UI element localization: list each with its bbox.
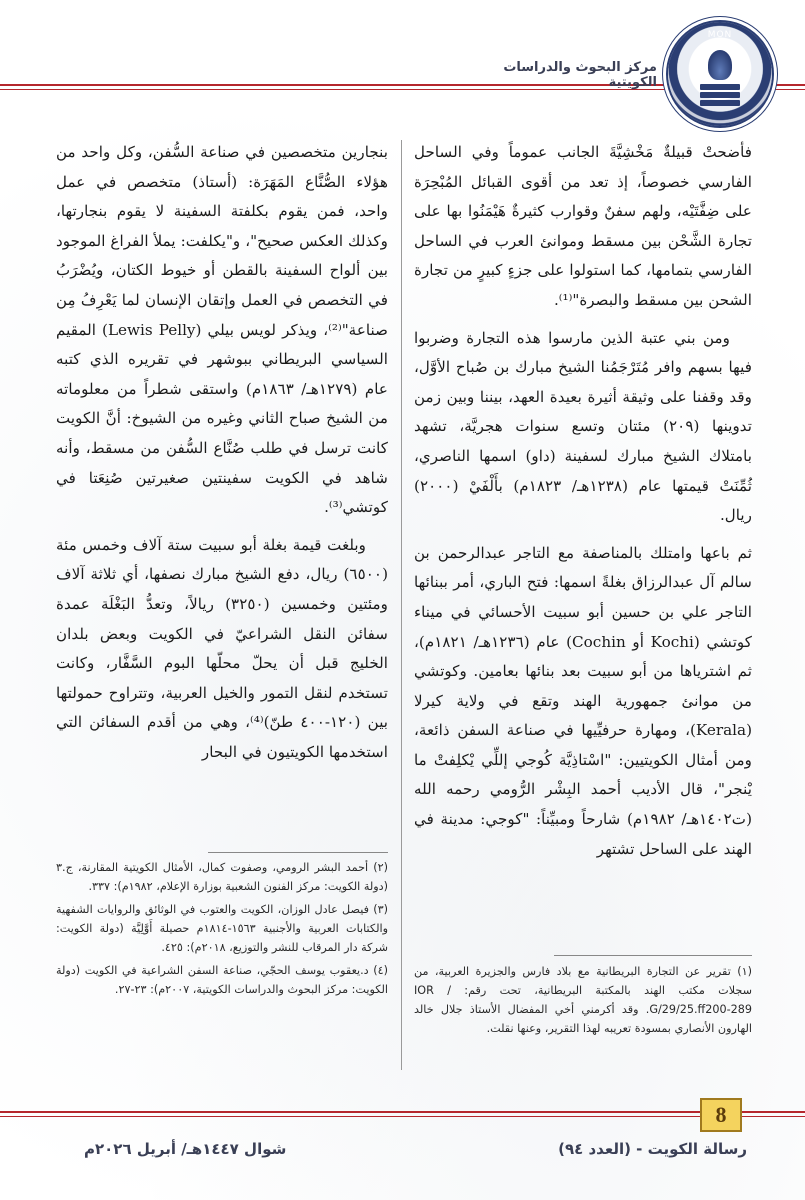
footnote-rule [208,852,388,853]
org-name: مركز البحوث والدراسات الكويتية [503,60,657,90]
column-divider [401,140,402,1070]
footer-rule [0,1111,805,1113]
footnote: (٣) فيصل عادل الوزان، الكويت والعتوب في الوثائق والروايات الشفهية والكتابات العربية والأجنبية ١٥٦٣-١٨١٤م حصيلة أَوَّلِيَّة (دولة الكويت: شركة دار المرقاب للنشر والتوزيع، ٢٠١٨م): ٤٢٥. [56,903,388,954]
paragraph: ثم باعها وامتلك بالمناصفة مع التاجر عبدالرحمن بن سالم آل عبدالرزاق بغلةً اسمها: فتح الباري، أمر ببنائها التاجر علي بن حسين أبو سبيت الأحسائي في ميناء كوتشي (Kochi أو Cochin) عام (١٢٣٦هـ/ ١٨٢١م)، ثم اشترياها من أبو سبيت بعد بنائها بعامين. وكوتشي من موانئ جمهورية الهند وتقع في ولاية كيرلا (Kerala)، ومهارة حرفيِّيها في صناعة السفن ذائعة، ومن أمثال الكويتيين: "اسْتاذِيَّة كُوجي إللِّي يْكلِفتْ ما يْنجر"، قال الأديب أحمد البِشْر الرُّومي رحمه الله (ت١٤٠٢هـ/ ١٩٨٢م) شارحاً ومبيِّناً: "كوجي: مدينة في الهند على الساحل تشتهر [414,543,753,858]
book-icon [700,84,740,90]
footer-rule-thin [0,1116,805,1117]
book-icon [700,92,740,98]
paragraph: بنجارين متخصصين في صناعة السُّفن، وكل واحد من هؤلاء الصُّنَّاع المَهَرَة: (أستاذ) متخصص في عمل واحد، فمن يقوم بكلفتة السفينة لا يقوم بنجارتها، وكذلك العكس صحيح"، و"يكلفت: يملأ الفراغ الموجود بين ألواح السفينة بالقطن أو خيوط الكتان، ويُضْرَبُ في التخصص في العمل وإتقان الإنسان لما يَعْرِفُ مِن صناعة"⁽²⁾، ويذكر لويس بيلي (Lewis Pelly) المقيم السياسي البريطاني ببوشهر في تقريره الذي كتبه عام (١٢٧٩هـ/ ١٨٦٣م) واستقى شطراً من معلوماته من الشيخ صباح الثاني وغيره من الشيوخ: أنَّ الكويت كانت ترسل في طلب صُنَّاع السُّفن من مسقط، وأنه شاهد في الكويت سفينتين صغيرتين صُنِعَتا في كوتشي⁽³⁾. [56,143,388,517]
paragraph: فأضحتْ قبيلةٌ مَخْشِيَّةَ الجانب عموماً وفي الساحل الفارسي خصوصاً، إذ تعد من أقوى القبائل المُبْحِرَة على ضِفَّتَيْه، ولهم سفنٌ وقوارب كثيرةٌ هَيْمَنُوا بها على تجارة الشَّحْن بين مسقط وموانئ العرب في الساحل الفارسي بتمامها، كما استولوا على جزءٍ كبيرٍ من تجارة الشحن بين مسقط والبصرة"⁽¹⁾. [414,143,752,309]
paragraph: وبلغت قيمة بغلة أبو سبيت ستة آلاف وخمس مئة (٦٥٠٠) ريال، دفع الشيخ مبارك نصفها، أي ثلاثة آلاف ومئتين وخمسين (٣٢٥٠) ريالاً، وتعدُّ البَغْلَة عمدة سفائن النقل الشراعيّ في الكويت وبعض بلدان الخليج قبل أن يحلّ محلّها البوم السَّفَّار، وكانت تستخدم لنقل التمور والخيل العربية، وتتراوح حمولتها بين (١٢٠-٤٠٠ طنّ)⁽⁴⁾، وهي من أقدم السفائن التي استخدمها الكويتيون في البحار [56,535,388,761]
page-number: 8 [700,1098,742,1132]
footnote-rule [554,955,752,956]
issue-date: شوال ١٤٤٧هـ/ أبريل ٢٠٢٦م [84,1140,287,1158]
footnotes-right [414,962,752,1038]
paragraph: ومن بني عتبة الذين مارسوا هذه التجارة وضربوا فيها بسهم وافر مُتَرْجَمُنا الشيخ مبارك بن صُباح الأوَّل، وقد وقفنا على وثيقة أثيرة بعيدة العهد، بيننا وبين زمن تدوينها (٢٠٩) مئتان وتسع سنوات هجريَّة، تشهد بامتلاك الشيخ مبارك لسفينة (داو) اسمها الناصري، ثُمِّنَتْ قيمتها عام (١٢٣٨هـ/ ١٨٢٣م) بأَلْفَيْ (٢٠٠٠) ريال. [414,328,753,525]
footnote: (٢) أحمد البشر الرومي، وصفوت كمال، الأمثال الكويتية المقارنة، ج.٣ (دولة الكويت: مركز الفنون الشعبية بوزارة الإعلام، ١٩٨٢م): ٣٣٧. [56,861,388,893]
flame-icon [708,50,732,80]
right-column [414,138,752,864]
center-logo-emblem [668,22,772,126]
left-column [56,138,388,767]
journal-issue: رسالة الكويت - (العدد ٩٤) [558,1140,747,1158]
logo-text: MON [707,30,733,40]
footnotes-left [56,858,388,999]
footnote: (٤) د.يعقوب يوسف الحجّي، صناعة السفن الشراعية في الكويت (دولة الكويت: مركز البحوث والدراسات الكويتية، ٢٠٠٧م): ٢٣-٢٧. [56,964,388,996]
footnote: (١) تقرير عن التجارة البريطانية مع بلاد فارس والجزيرة العربية، من سجلات مكتب الهند بالمكتبة البريطانية، تحت رقم: IOR / G/29/25.ff200-289. وقد أكرمني أخي المفضال الأستاذ جلال خالد الهارون الأنصاري بمسودة تعريبه لهذا التقرير، وعنها نقلت. [414,965,752,1035]
book-icon [700,100,740,106]
